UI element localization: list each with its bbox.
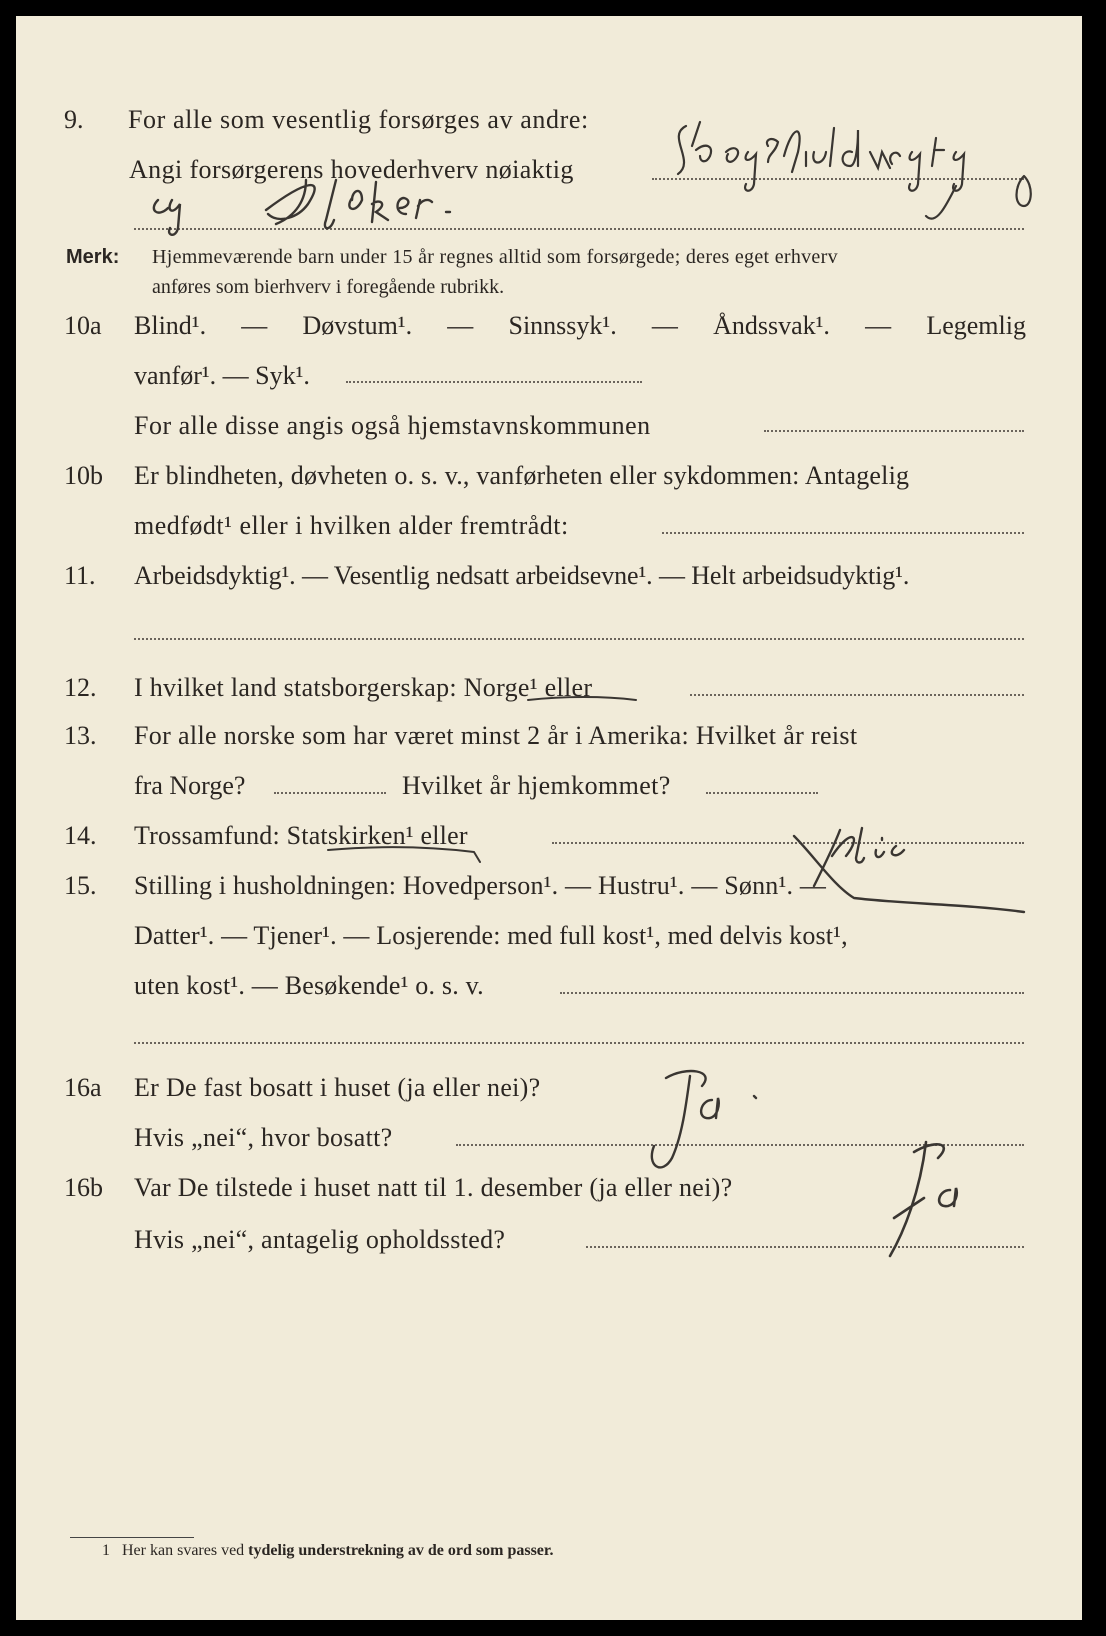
footnote-bold-text: tydelig understrekning av de ord som passer. <box>248 1542 554 1559</box>
q16b-number: 16b <box>64 1173 103 1202</box>
q11-options[interactable]: Arbeidsdyktig¹. — Vesentlig nedsatt arbeidsevne¹. — Helt arbeidsudyktig¹. <box>134 561 910 590</box>
q9-question-text-2: Angi forsørgerens hovederhverv nøiaktig <box>129 155 574 184</box>
q11-number: 11. <box>64 561 96 590</box>
dash: — <box>447 311 474 340</box>
footnote-rule <box>70 1537 194 1538</box>
q9-handwritten-answer <box>656 106 1056 236</box>
q15-options-2[interactable]: Datter¹. — Tjener¹. — Losjerende: med full kost¹, med delvis kost¹, <box>134 921 848 950</box>
q10b-question-text-2: medfødt¹ eller i hvilken alder fremtrådt: <box>134 511 569 540</box>
q10a-options <box>134 310 1026 342</box>
q12-norge-underline <box>524 686 644 710</box>
q10a-syk-answer-line[interactable] <box>346 381 642 383</box>
q9-handwritten-answer-line2 <box>146 170 526 240</box>
q14-statskirken-underline <box>324 836 504 866</box>
q13-hjemkommet-answer-line[interactable] <box>706 792 818 794</box>
dash: — <box>651 311 678 340</box>
q11-answer-line[interactable] <box>134 638 1024 640</box>
q15-number: 15. <box>64 871 97 900</box>
q10b-answer-line[interactable] <box>662 532 1024 534</box>
q10a-hjemstavn-answer-line[interactable] <box>764 430 1024 432</box>
option-legemlig[interactable]: Legemlig <box>926 311 1026 340</box>
q14-number: 14. <box>64 821 97 850</box>
footnote-marker: 1 <box>102 1542 110 1559</box>
q12-question-text[interactable]: I hvilket land statsborgerskap: Norge¹ eller <box>134 673 593 702</box>
q12-answer-line[interactable] <box>690 694 1024 696</box>
q10b-number: 10b <box>64 461 103 490</box>
q14-question-text[interactable]: Trossamfund: Statskirken¹ eller <box>134 821 468 850</box>
q16a-bosatt-label: Hvis „nei“, hvor bosatt? <box>134 1123 393 1152</box>
merk-text-2: anføres som bierhverv i foregående rubrikk. <box>152 276 505 298</box>
q13-number: 13. <box>64 721 97 750</box>
q13-reist-label: fra Norge? <box>134 771 246 800</box>
q13-reist-answer-line[interactable] <box>274 792 386 794</box>
footnote <box>102 1542 554 1560</box>
q13-hjemkommet-label: Hvilket år hjemkommet? <box>402 771 671 800</box>
merk-text-1: Hjemmeværende barn under 15 år regnes alltid som forsørgede; deres eget erhverv <box>152 246 838 268</box>
q16a-question-text: Er De fast bosatt i huset (ja eller nei)? <box>134 1073 541 1102</box>
dash: — <box>865 311 892 340</box>
q16b-handwritten-answer <box>854 1132 1014 1292</box>
q15-handwritten-answer <box>784 816 1034 916</box>
q15-answer-line-1[interactable] <box>560 992 1024 994</box>
q12-number: 12. <box>64 673 97 702</box>
q16b-question-text: Var De tilstede i huset natt til 1. desember (ja eller nei)? <box>134 1173 733 1202</box>
q16a-handwritten-answer <box>646 1066 806 1186</box>
footnote-text: Her kan svares ved <box>122 1542 245 1559</box>
q9-number: 9. <box>64 105 84 134</box>
option-andssvak[interactable]: Åndssvak¹. <box>713 311 830 340</box>
q16a-number: 16a <box>64 1073 102 1102</box>
merk-label: Merk: <box>66 246 120 268</box>
q10a-number: 10a <box>64 311 102 340</box>
q13-question-text: For alle norske som har været minst 2 år i Amerika: Hvilket år reist <box>134 721 858 750</box>
q9-question-text: For alle som vesentlig forsørges av andre: <box>128 105 589 134</box>
option-sinnssyk[interactable]: Sinnssyk¹. <box>508 311 617 340</box>
option-dovstum[interactable]: Døvstum¹. <box>302 311 413 340</box>
q15-options-3[interactable]: uten kost¹. — Besøkende¹ o. s. v. <box>134 971 484 1000</box>
q10a-vanfor-syk[interactable]: vanfør¹. — Syk¹. <box>134 361 310 390</box>
census-form-page <box>16 16 1082 1620</box>
q15-answer-line-2[interactable] <box>134 1042 1024 1044</box>
option-blind[interactable]: Blind¹. <box>134 311 207 340</box>
dash: — <box>241 311 268 340</box>
q15-question-text[interactable]: Stilling i husholdningen: Hovedperson¹. — Hustru¹. — Sønn¹. — <box>134 871 827 900</box>
q16b-opholdssted-label: Hvis „nei“, antagelig opholdssted? <box>134 1225 506 1254</box>
q10b-question-text: Er blindheten, døvheten o. s. v., vanførheten eller sykdommen: Antagelig <box>134 461 910 490</box>
q10a-hjemstavn-text: For alle disse angis også hjemstavnskommunen <box>134 411 651 440</box>
